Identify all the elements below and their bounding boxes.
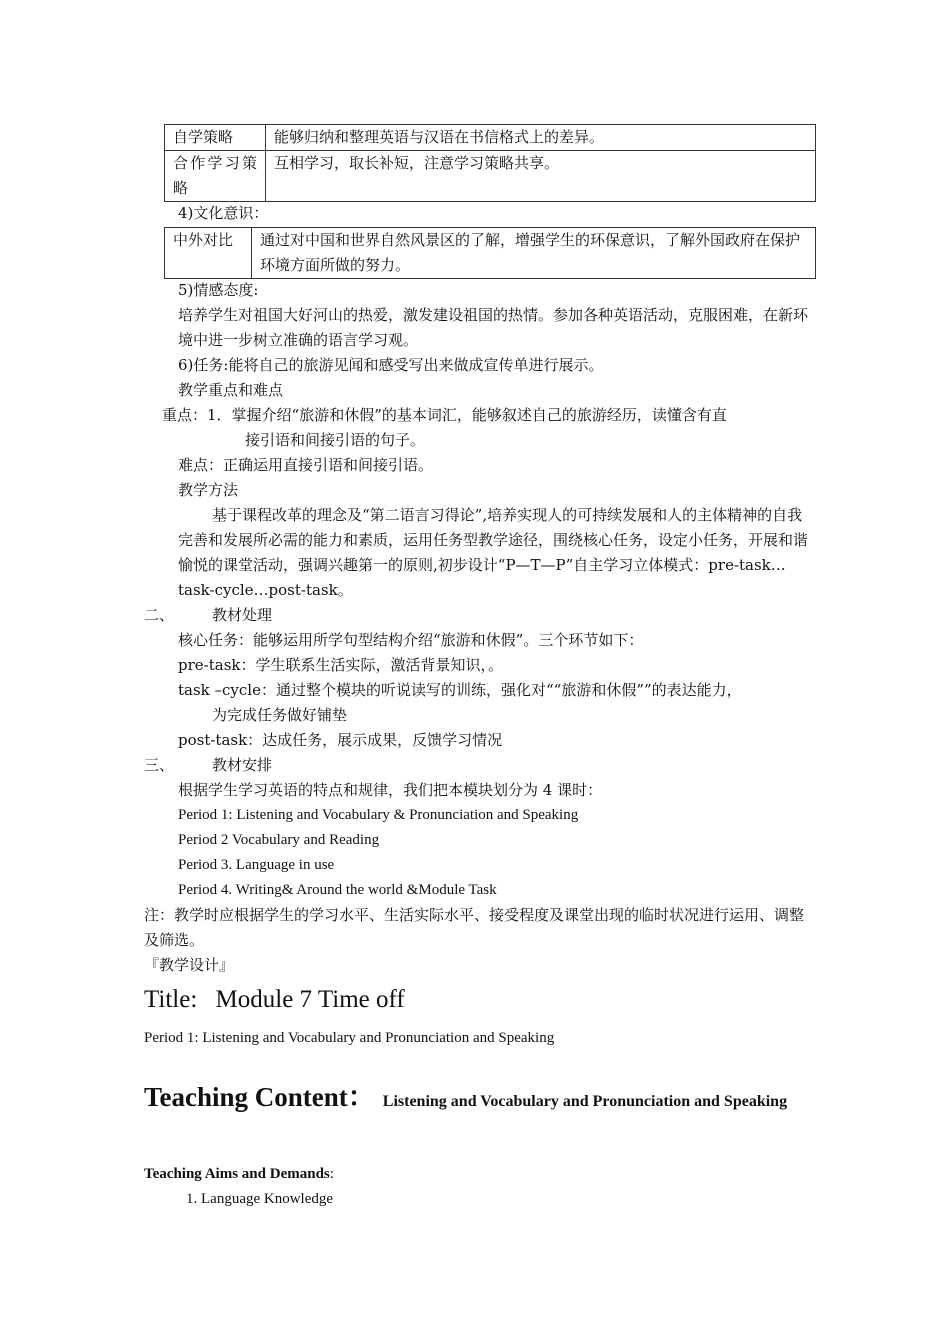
design-heading: 『教学设计』 (144, 956, 235, 974)
period-item: Period 3. Language in use (178, 857, 335, 873)
language-knowledge: 1. Language Knowledge (186, 1191, 334, 1207)
task-cycle-line: task –cycle：通过整个模块的听说读写的训练，强化对““旅游和休假””的表达能力， (178, 681, 742, 699)
table-row (165, 151, 816, 202)
page-title (144, 984, 405, 1016)
emotion-heading: 5)情感态度: (178, 281, 259, 299)
core-task: 核心任务：能够运用所学句型结构介绍“旅游和休假”。三个环节如下： (178, 631, 644, 649)
arrange-intro: 根据学生学习英语的特点和规律，我们把本模块划分为 4 课时： (178, 781, 603, 799)
table-cell-content: 通过对中国和世界自然风景区的了解，增强学生的环保意识，了解外国政府在保护环境方面所做的努力。 (252, 228, 816, 279)
aims-heading (144, 1162, 334, 1187)
culture-table (164, 227, 816, 279)
teaching-content (144, 1080, 787, 1119)
section-three-number: 三、 (144, 756, 175, 774)
period-item: Period 4. Writing& Around the world &Module Task (178, 882, 497, 898)
aims-label: Teaching Aims and Demands (144, 1166, 330, 1182)
teaching-content-label: Teaching Content： (144, 1082, 375, 1112)
method-text: 基于课程改革的理念及“第二语言习得论”,培养实现人的可持续发展和人的主体精神的自我完善和发展所必需的能力和素质，运用任务型教学途径，围绕核心任务，设定小任务，开展和谐愉悦的课堂活动，强调兴趣第一的原则,初步设计“P—T—P”自主学习立体模式：pre-task…task-cycle…post-task。 (178, 506, 809, 599)
key-heading: 教学重点和难点 (178, 381, 284, 399)
title-label: Title: (144, 986, 198, 1013)
key-point-continued: 接引语和间接引语的句子。 (245, 431, 426, 449)
table-cell-content: 互相学习，取长补短，注意学习策略共享。 (266, 151, 816, 202)
table-row (165, 125, 816, 151)
pre-task-line: pre-task：学生联系生活实际，激活背景知识，。 (178, 656, 503, 674)
period-item: Period 2 Vocabulary and Reading (178, 832, 380, 848)
table-cell-label: 自学策略 (165, 125, 266, 151)
method-heading: 教学方法 (178, 481, 239, 499)
section-three-title: 教材安排 (212, 756, 273, 774)
table-cell-label: 中外对比 (165, 228, 252, 279)
culture-heading: 4)文化意识： (178, 204, 269, 222)
aims-colon: : (329, 1166, 334, 1182)
section-two-title: 教材处理 (212, 606, 273, 624)
task-line: 6)任务:能将自己的旅游见闻和感受写出来做成宣传单进行展示。 (178, 356, 604, 374)
period-item: Period 1: Listening and Vocabulary & Pronunciation and Speaking (178, 807, 579, 823)
strategy-table (164, 124, 816, 202)
note-text: 注：教学时应根据学生的学习水平、生活实际水平、接受程度及课堂出现的临时状况进行运用、调整及筛选。 (144, 906, 805, 949)
table-cell-label: 合作学习策略 (165, 151, 266, 202)
title-text: Module 7 Time off (215, 986, 405, 1013)
difficulty-line: 难点：正确运用直接引语和间接引语。 (178, 456, 434, 474)
post-task-line: post-task：达成任务，展示成果，反馈学习情况 (178, 731, 503, 749)
table-cell-content: 能够归纳和整理英语与汉语在书信格式上的差异。 (266, 125, 816, 151)
emotion-text: 培养学生对祖国大好河山的热爱，激发建设祖国的热情。参加各种英语活动，克服困难，在新环境中进一步树立准确的语言学习观。 (178, 306, 809, 349)
period-line: Period 1: Listening and Vocabulary and Pronunciation and Speaking (144, 1030, 555, 1046)
section-two-number: 二、 (144, 606, 175, 624)
key-point: 重点：1．掌握介绍“旅游和休假”的基本词汇，能够叙述自己的旅游经历，读懂含有直 (162, 406, 727, 424)
table-row (165, 228, 816, 279)
teaching-content-text: Listening and Vocabulary and Pronunciation and Speaking (382, 1093, 788, 1110)
task-cycle-continued: 为完成任务做好铺垫 (212, 706, 348, 724)
